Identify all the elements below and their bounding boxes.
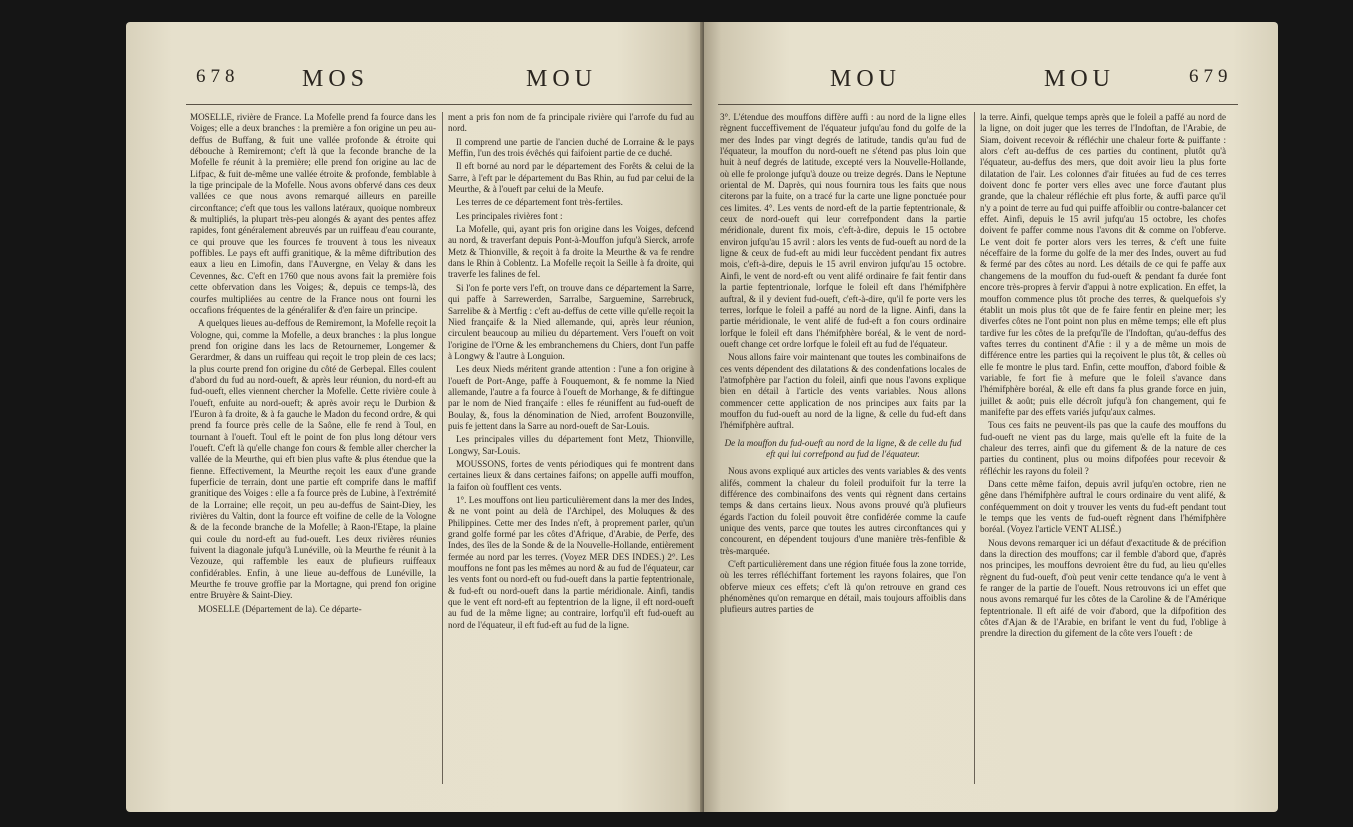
paragraph: Dans cette même faifon, depuis avril jufqu'en octobre, rien ne gêne dans l'hémifphère auftral le cours ordinaire du vent alifé, & conféquemment on doit y trouver les vents du fud-eft pendant tout le temps que les vents de fud-oueft règnent dans l'hémifphère boréal. (Voyez l'article VENT ALISÉ.) bbox=[980, 479, 1226, 535]
paragraph: la terre. Ainfi, quelque temps après que le foleil a paffé au nord de la ligne, on doit juger que les terres de l'Indoftan, de l'Arabie, de Siam, doivent recevoir & réfléchir une chaleur forte & puiffante : alors c'eft au-deffus de ces parties du continent, plutôt qu'à l'équateur, au-deffus des mers, que doit avoir lieu la plus forte dilatation de l'air. Les colonnes d'air fituées au fud de ces terres doivent donc fe porter vers elles avec une force d'autant plus grande, que la chaleur réfléchie eft plus forte, & auffi parce qu'il n'y a point de terre au fud qui puiffe affoiblir ou contre-balancer cet effet. Ainfi, depuis le 15 avril jufqu'au 15 octobre, les chofes doivent fe paffer comme nous l'avons dit & comme on l'obferve. Le vent doit fe porter alors vers les terres, & c'eft une fuite néceffaire de la forme du golfe de la mer des Indes, ouvert au fud & fermé par des côtes au nord. Les détails de ce qui fe paffe aux changemens de la mouffon du fud-oueft & pendant fa durée font encore très-propres à fervir d'appui à notre explication. En effet, la mouffon commence plus tôt proche des terres, & quelquefois s'y établit un mois plus tôt que de fe faire fentir en pleine mer; les diverfes côtes ne l'ont point non plus en même temps; elle eft plus tardive fur les côtes de la prefqu'île de l'Indoftan, qu'au-deffus des vaftes terres du continent d'Afie : il y a de même un mois de différence entre les parties qui la reçoivent le plus tôt, & celles où elle fe montre le plus tard. Enfin, cette mouffon, d'abord foible & variable, fe fort fie à mefure que le foleil s'avance dans l'hémifphère boréal, & elle eft dans fa plus grande force en juin, juillet & août; puis elle décroît jufqu'à fon changement, qui fe manifefte par des effets variés jufqu'aux calmes. bbox=[980, 112, 1226, 417]
column-divider-left bbox=[442, 112, 443, 784]
paragraph: Si l'on fe porte vers l'eft, on trouve dans ce département la Sarre, qui paffe à Sarrewerden, Sarralbe, Sarguemine, Sarrebruck, Sarrelibe & à Mertfig : c'eft au-deffus de cette ville qu'elle reçoit la Nied françaife & la Nied allemande, qui, après leur réunion, circulent beaucoup au milieu du département. Vers l'oueft on voit l'origine de l'Orne & les embranchemens du Chiers, dont l'un paffe à Longwy & l'autre à Longuion. bbox=[448, 282, 694, 361]
right-page-column-1 bbox=[720, 112, 966, 792]
paragraph: Les principales rivières font : bbox=[456, 210, 563, 221]
paragraph: Il eft borné au nord par le département des Forêts & celui de la Sarre, à l'eft par le département du Bas Rhin, au fud par celui de la Meurthe, & à l'oueft par celui de la Meufe. bbox=[448, 161, 694, 195]
paragraph: Nous allons faire voir maintenant que toutes les combinaifons de ces vents dépendent des dilatations & des condenfations locales de l'atmofphère par l'action du foleil, ainfi que nous l'avons explique bien en détail à l'article des vents variables. Nous allons commencer cette application de nos principes aux faits par la mouffon du fud-oueft au nord de la ligne, & celle du fud-eft dans l'hémifphère auftral. bbox=[720, 352, 966, 431]
header-rule-right bbox=[718, 104, 1238, 105]
paragraph: 1°. Les mouffons ont lieu particulièrement dans la mer des Indes, & ne vont point au delà de l'Archipel, des Moluques & des Philippines. Cette mer des Indes n'eft, à proprement parler, qu'un grand golfe formé par les côtes d'Afrique, d'Arabie, de Perfe, des Indes, des îles de la Sonde & de la Nouvelle-Hollande, entièrement fermée au nord par les terres. (Voyez MER DES INDES.) 2°. Les mouffons ne font pas les mêmes au nord & au fud de l'équateur, car les vents font ou nord-eft ou fud-oueft dans la partie feptentrionale, & fud-eft ou nord-oueft dans la partie méridionale. Ainfi, tandis que le vent eft nord-eft au feptentrion de la ligne, il eft nord-oueft au fud de la même ligne; au contraire, lorfqu'il eft fud-oueft au nord de l'équateur, il eft fud-eft au fud de la ligne. bbox=[448, 495, 694, 630]
section-heading: De la mouffon du fud-oueft au nord de la ligne, & de celle du fud eft qui lui correfpond au fud de l'équateur. bbox=[724, 437, 962, 459]
running-head-left-1: MOS bbox=[302, 66, 370, 92]
paragraph: La Mofelle, qui, ayant pris fon origine dans les Voiges, defcend au nord, & traverfant depuis Pont-à-Mouffon jufqu'à Sierck, arrofe Metz & Thionville, & reçoit à fa droite la Meurthe & va fe rendre dans le Rhin à Coblentz. La Mofelle reçoit la Seille à fa droite, qui traverfe les falines de fel. bbox=[448, 224, 694, 280]
paragraph: Les principales villes du département font Metz, Thionville, Longwy, Sar-Louis. bbox=[448, 434, 694, 456]
paragraph: Il comprend une partie de l'ancien duché de Lorraine & le pays Meffin, l'un des trois évêchés qui faifoient partie de ce duché. bbox=[448, 136, 694, 159]
paragraph: Nous devons remarquer ici un défaut d'exactitude & de précifion dans la direction des mouffons; car il femble d'abord que, d'après nos principes, les mouffons devroient être du fud, au lieu qu'elles règnent du fud-oueft, d'où peut venir cette tendance qu'a le vent à fe ranger de la partie de l'oueft. Nous retrouvons ici un effet que nous avons remarqué fur les côtes de la Caroline & de l'Amérique feptentrionale. Il eft aifé de voir d'abord, que la difpofition des côtes d'Ajan & de l'Arabie, en brifant le vent du fud, l'oblige à prendre la direction du gifement de la côte vers l'oueft : de bbox=[980, 537, 1226, 639]
right-page bbox=[704, 22, 1278, 812]
page-number-right: 679 bbox=[1189, 66, 1233, 87]
page-number-left: 678 bbox=[196, 66, 240, 87]
column-divider-right bbox=[974, 112, 975, 784]
left-page-column-1 bbox=[190, 112, 436, 792]
right-page-header bbox=[704, 66, 1278, 92]
paragraph: MOSELLE, rivière de France. La Mofelle prend fa fource dans les Voiges; elle a deux branches : la première a fon origine un peu au-deffus de Buffang, & fuit une vallée profonde & étroite qui débouche à Remiremont; c'eft là que la feconde branche de la Mofelle fe réunit à la première; elle prend fon origine au lac de Lifpac, & fuit de-même une vallée étroite & profonde, femblable à la tige principale de la Mofelle. Nous avons obfervé dans ces deux vallées ce que nous avons remarqué ailleurs en pareille circonftance; c'eft que tous les vallons latéraux, quoique nombreux & multipliés, la plupart très-peu alongés & ayant des pentes affez rapides, font généralement abreuvés par un ruiffeau d'eau courante, ce qui prouve que les fources fe trouvent à tous les niveaux poffibles. Le pays eft auffi granitique, & la même diftribution des eaux a lieu en Limofin, dans l'Auvergne, en Velay & dans les Cevennes, &c. C'eft en 1760 que nous avons fait la première fois cette obfervation dans les Voiges; &, depuis ce temps-là, des courfes multipliées au centre de la France nous ont fourni les occafions fréquentes de la généralifer & d'en faire un principe. bbox=[190, 112, 436, 315]
paragraph: Les deux Nieds méritent grande attention : l'une a fon origine à l'oueft de Port-Ange, paffe à Fouquemont, & fe nomme la Nied allemande, l'autre a fa fource à l'oueft de Morhange, & fe diftingue par le nom de Nied françaife : elles fe réuniffent au fud-oueft de Boulay, &, fous la dénomination de Nied, arrofent Bouzonville, puis fe jettent dans la Sarre au nord-oueft de Sar-Louis. bbox=[448, 364, 694, 431]
paragraph: C'eft particulièrement dans une région fituée fous la zone torride, où les terres réfléchiffant fortement les rayons folaires, que l'on obferve mieux ces effets; c'eft là qu'on retrouve en grand ces phénomènes qu'on remarque en détail, mais toujours affoiblis dans plufieurs autres parties de bbox=[720, 559, 966, 615]
running-head-right-1: MOU bbox=[830, 66, 902, 92]
paragraph: MOSELLE (Département de la). Ce départe- bbox=[198, 603, 362, 614]
paragraph: Tous ces faits ne peuvent-ils pas que la caufe des mouffons du fud-oueft ne vient pas du large, mais qu'elle eft la fuite de la chaleur des terres, ainfi que du gifement & de la nature de ces parties du continent, plus ou moins difpofées pour recevoir & réfléchir les rayons du foleil ? bbox=[980, 420, 1226, 476]
paragraph: 3°. L'étendue des mouffons diffère auffi : au nord de la ligne elles règnent fucceffivement de l'équateur jufqu'au fond du golfe de la mer des Indes par vingt degrés de latitude, tandis qu'au fud de l'équateur, la mouffon du nord-oueft ne s'étend pas plus loin que huit à neuf degrés de latitude, excepté vers la Nouvelle-Hollande, où elle fe prolonge jufqu'à douze ou treize degrés. Dans le Neptune oriental de M. Daprès, qui nous fournira tous les faits que nous citerons par la fuite, on a tracé fur la carte une ligne ponctuée pour ces limites. 4°. Les vents de nord-eft de la partie feptentrionale, & ceux de nord-oueft qui leur correfpondent dans la partie méridionale, durent fix mois, c'eft-à-dire, depuis le 15 octobre environ jufqu'au 15 avril : alors les vents de fud-oueft au nord de la ligne & ceux de fud-eft au midi leur fuccèdent pendant fix autres mois, c'eft-à-dire, depuis le 15 avril environ jufqu'au 15 octobre. Ainfi, le vent de nord-eft ou vent alifé ordinaire fe fait fentir dans la partie feptentrionale, lorfque le foleil eft dans l'hémifphère auftral, & il y devient fud-oueft, c'eft-à-dire, qu'il fe porte vers les terres, lorfque le foleil a paffé au nord de la ligne. Ainfi, dans la partie méridionale, le vent alifé de fud-eft a fon cours ordinaire lorfque le foleil eft dans l'hémifphère boréal, & le vent de nord-oueft change cet ordre lorfque le foleil eft au fud de l'équateur. bbox=[720, 112, 966, 349]
running-head-left-2: MOU bbox=[526, 66, 598, 92]
paragraph: Nous avons expliqué aux articles des vents variables & des vents alifés, comment la chaleur du foleil produifoit fur la terre la différence des combinaifons des vents qui règnent dans certains temps & dans certains lieux. Nous avons prouvé qu'à plufieurs égards l'action du foleil pouvoit être confidérée comme la caufe unique des vents, parce que toutes les autres circonftances qui y concourent, en dépendent toujours d'une manière très-fenfible & très-marquée. bbox=[720, 466, 966, 556]
header-rule-left bbox=[186, 104, 692, 105]
paragraph: MOUSSONS, fortes de vents périodiques qui fe montrent dans certaines lieux & dans certaines faifons; on appelle auffi mouffon, la faifon où foufflent ces vents. bbox=[448, 458, 694, 492]
running-head-right-2: MOU bbox=[1044, 66, 1116, 92]
paragraph: Les terres de ce département font très-fertiles. bbox=[456, 197, 623, 208]
right-page-column-2 bbox=[980, 112, 1226, 792]
paragraph: A quelques lieues au-deffous de Remiremont, la Mofelle reçoit la Vologne, qui, comme la Mofelle, a deux branches : la plus longue prend fon origine dans les lacs de Retournemer, Longemer & Gerardmer, & dans un ruiffeau qui reçoit le trop plein de ces lacs; la plus courte prend fon origine du côté de Gerbepal. Elles coulent d'abord du fud au nord-oueft, & après leur réunion, du nord-eft au fud-oueft, elles viennent chercher la Mofelle. Cette rivière coule à l'oueft, enfuite au nord-oueft; & après avoir reçu le Durbion & l'Euron à fa droite, & à fa gauche le Madon du fecond ordre, & qui prend fa fource près celle de la Saône, elle fe rend à Toul, en tournant à l'oueft. Toul eft le point de fon plus long détour vers l'oueft. C'eft là qu'elle change fon cours & femble aller chercher la vallée de la Meurthe, qui eft bien plus vafte & plus étendue que la fienne. Effectivement, la Meurthe reçoit les eaux d'une grande fuperficie de terrain, dont une partie eft comprife dans le maffif granitique des Voiges : elle a fa fource près de Lubine, à l'extrémité de la Lorraine; elle reçoit, un peu au-deffus de Saint-Diey, les rivières du Valtin, dont la fource eft voifine de celle de la Vologne & de la feconde branche de la Mofelle; à Raon-l'Etape, la plaine qui coule du nord-eft au fud-oueft. Les deux rivières réunies fuivent la diagonale jufqu'à Lunéville, où la Meurthe fe réunit à la Vezouze, qui raffemble les eaux de plufieurs ruiffeaux confidérables. Enfin, à une lieue au-deffous de Lunéville, la Meurthe fe trouve groffie par la Mortagne, qui prend fon origine entre Bruyère & Saint-Diey. bbox=[190, 318, 436, 601]
left-page bbox=[126, 22, 704, 812]
left-page-column-2 bbox=[448, 112, 694, 792]
left-page-header bbox=[126, 66, 704, 92]
paragraph: ment a pris fon nom de fa principale rivière qui l'arrofe du fud au nord. bbox=[448, 112, 694, 134]
